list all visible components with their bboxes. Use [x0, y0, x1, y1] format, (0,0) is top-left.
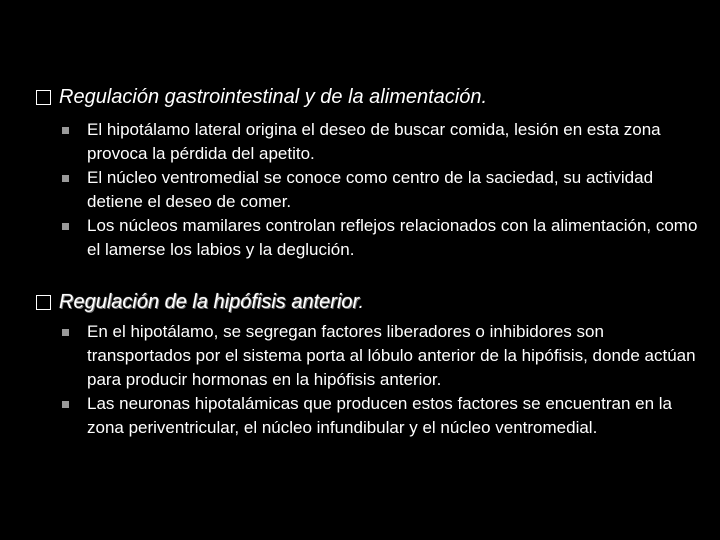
- checkbox-square-icon: [36, 295, 51, 310]
- checkbox-square-icon: [36, 90, 51, 105]
- heading-text: Regulación de la hipófisis anterior: [59, 291, 359, 313]
- bullet-list-gastrointestinal: [62, 118, 702, 262]
- bullet-text: En el hipotálamo, se segregan factores liberadores o inhibidores son transportados por el sistema porta al lóbulo anterior de la hipófisis, donde actúan para producir hormonas en la hipófisis anterior.: [87, 322, 696, 389]
- list-item: [62, 166, 702, 214]
- list-item: [62, 392, 702, 440]
- square-bullet-icon: [62, 175, 69, 182]
- bullet-text: El hipotálamo lateral origina el deseo de buscar comida, lesión en esta zona provoca la pérdida del apetito.: [87, 120, 661, 163]
- bullet-text: El núcleo ventromedial se conoce como centro de la saciedad, su actividad detiene el deseo de comer.: [87, 168, 654, 211]
- section-heading-hipofisis: [36, 290, 364, 314]
- bullet-list-hipofisis: [62, 320, 702, 440]
- square-bullet-icon: [62, 401, 69, 408]
- square-bullet-icon: [62, 329, 69, 336]
- list-item: [62, 214, 702, 262]
- heading-text: Regulación gastrointestinal y de la alimentación.: [59, 86, 488, 108]
- square-bullet-icon: [62, 223, 69, 230]
- list-item: [62, 320, 702, 392]
- bullet-text: Los núcleos mamilares controlan reflejos relacionados con la alimentación, como el lamerse los labios y la deglución.: [87, 216, 698, 259]
- heading-suffix: .: [358, 291, 364, 313]
- section-heading-gastrointestinal: [36, 85, 487, 109]
- bullet-text: Las neuronas hipotalámicas que producen estos factores se encuentran en la zona periventricular, el núcleo infundibular y el núcleo ventromedial.: [87, 394, 672, 437]
- square-bullet-icon: [62, 127, 69, 134]
- list-item: [62, 118, 702, 166]
